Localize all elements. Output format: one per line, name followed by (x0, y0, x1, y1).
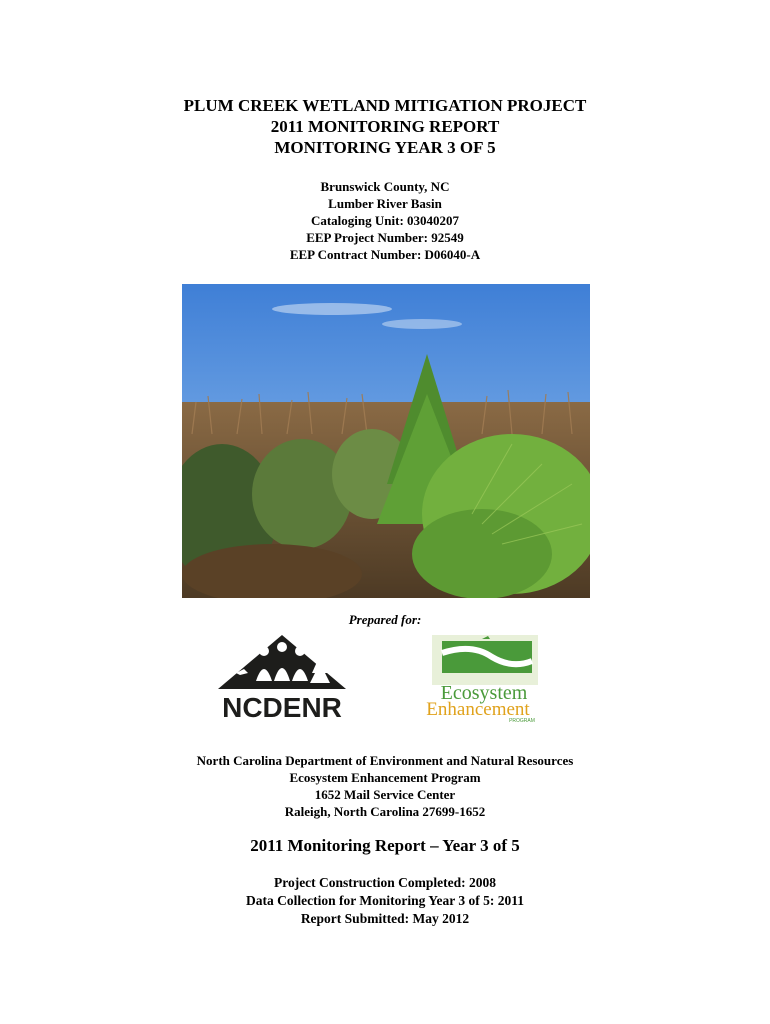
eep-logo-word-3: PROGRAM (509, 718, 535, 723)
report-heading: 2011 Monitoring Report – Year 3 of 5 (250, 836, 520, 855)
ncdenr-logo-text: NCDENR (222, 692, 342, 723)
prepared-for-label: Prepared for: (348, 612, 422, 627)
title-line-2: 2011 MONITORING REPORT (270, 117, 500, 136)
address-line-3: 1652 Mail Service Center (314, 787, 456, 802)
eep-logo-word-1: Ecosystem (440, 682, 528, 704)
ncdenr-logo (216, 633, 348, 723)
address-line-2: Ecosystem Enhancement Program (289, 770, 481, 785)
eep-logo-word-2: Enhancement (426, 699, 530, 720)
eep-contract-number: EEP Contract Number: D06040-A (289, 247, 481, 262)
basin: Lumber River Basin (328, 196, 442, 211)
site-photo (182, 284, 590, 598)
report-title (0, 95, 770, 158)
eep-project-number: EEP Project Number: 92549 (306, 230, 464, 245)
title-line-1: PLUM CREEK WETLAND MITIGATION PROJECT (183, 96, 587, 115)
construction-completed: Project Construction Completed: 2008 (273, 875, 497, 890)
address-line-1: North Carolina Department of Environment and Natural Resources (196, 753, 574, 768)
eep-logo (412, 633, 542, 723)
report-submitted: Report Submitted: May 2012 (300, 911, 470, 926)
project-info (0, 178, 770, 263)
county: Brunswick County, NC (320, 179, 450, 194)
dates-block (0, 874, 770, 928)
title-line-3: MONITORING YEAR 3 OF 5 (274, 138, 496, 157)
address-block (0, 752, 770, 820)
address-line-4: Raleigh, North Carolina 27699-1652 (284, 804, 486, 819)
cataloging-unit: Cataloging Unit: 03040207 (310, 213, 460, 228)
data-collection: Data Collection for Monitoring Year 3 of 5: 2011 (246, 893, 524, 908)
